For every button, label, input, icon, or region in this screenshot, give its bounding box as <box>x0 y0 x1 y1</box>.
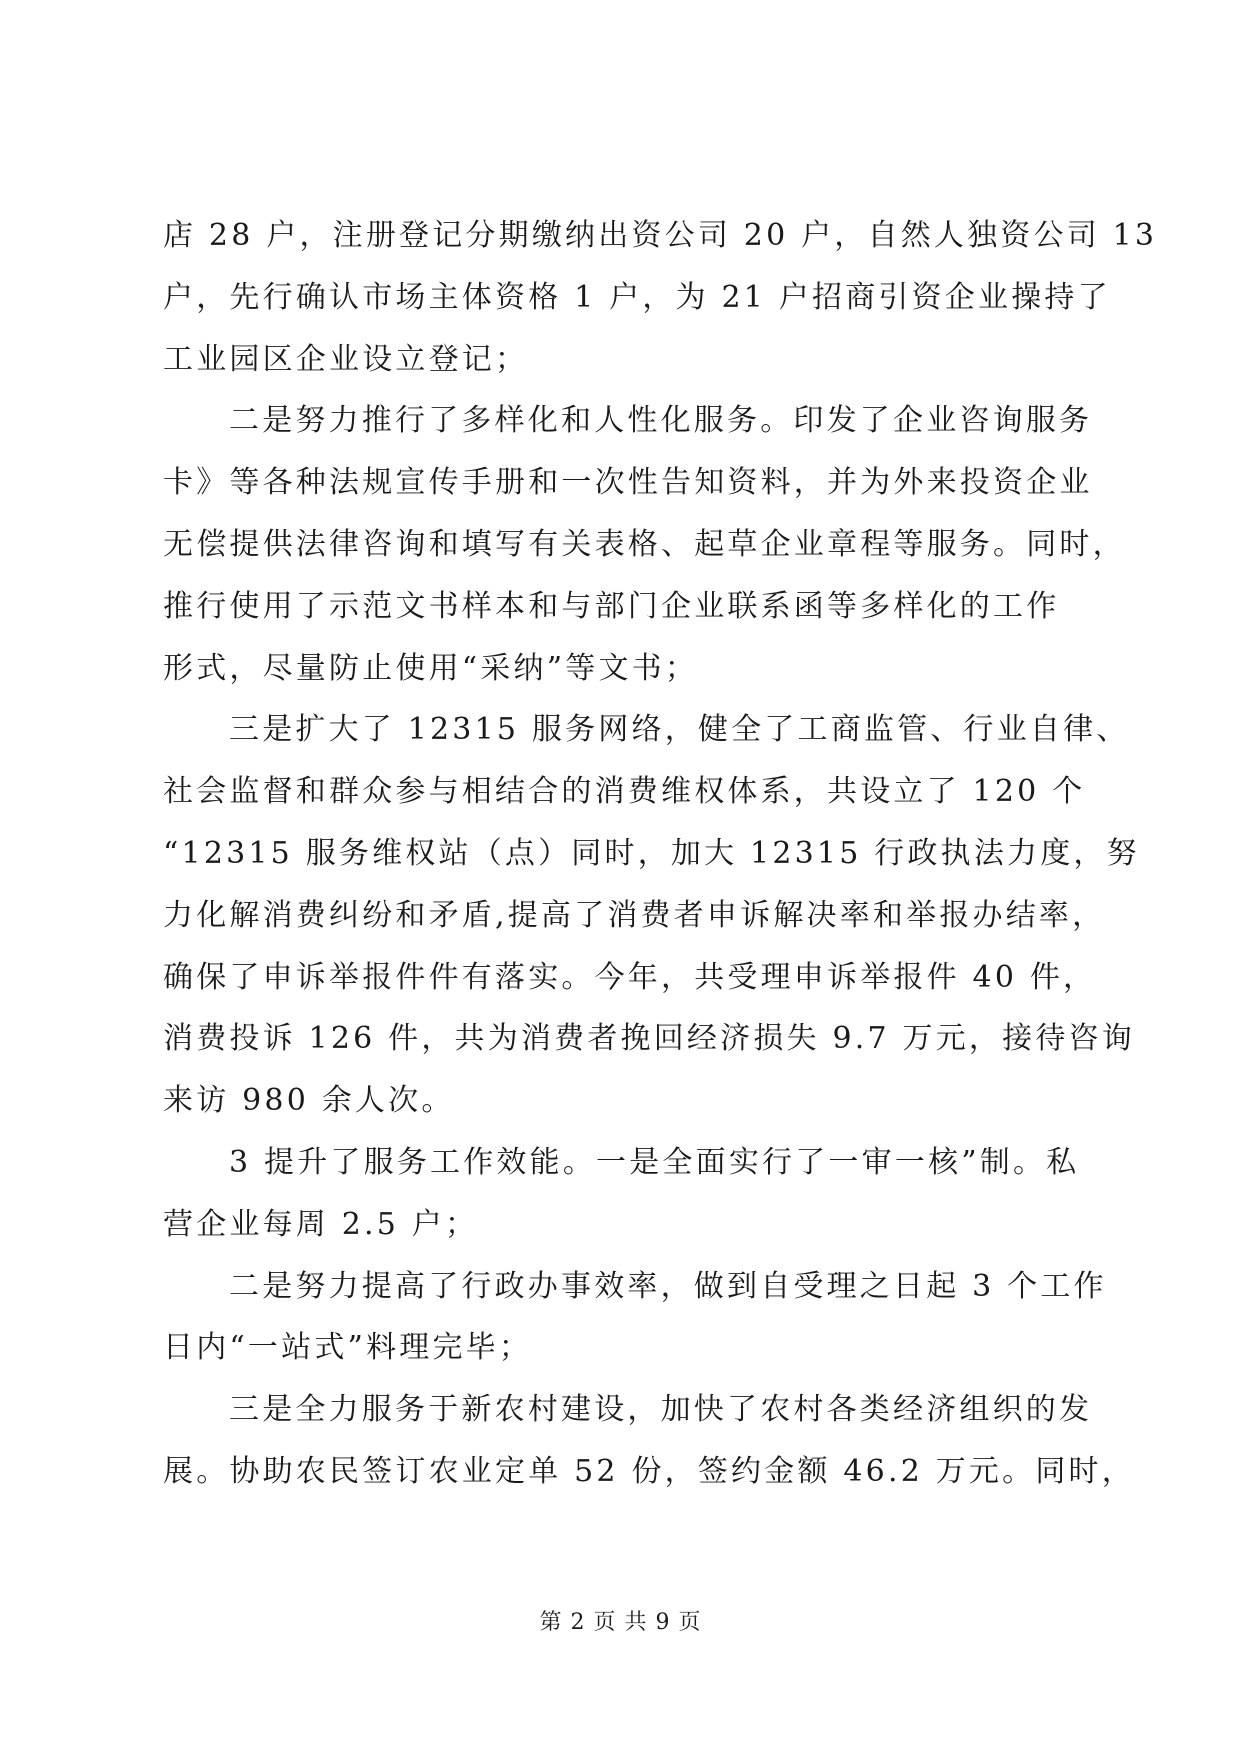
text-line: 力化解消费纠纷和矛盾,提高了消费者申诉解决率和举报办结率， <box>163 897 1106 933</box>
text-line: 户，先行确认市场主体资格 1 户，为 21 户招商引资企业操持了 <box>163 279 1111 315</box>
text-line: 日内“一站式”料理完毕； <box>163 1330 533 1366</box>
text-line: 确保了申诉举报件件有落实。今年，共受理申诉举报件 40 件， <box>163 959 1097 995</box>
paragraph-start-line: 3 提升了服务工作效能。一是全面实行了一审一核”制。私 <box>229 1144 1080 1180</box>
text-line: 店 28 户，注册登记分期缴纳出资公司 20 户，自然人独资公司 13 <box>163 218 1158 253</box>
text-line: 推行使用了示范文书样本和与部门企业联系函等多样化的工作 <box>163 588 1060 624</box>
paragraph-start-line: 三是扩大了 12315 服务网络，健全了工商监管、行业自律、 <box>229 712 1130 748</box>
text-line: 营企业每周 2.5 户； <box>163 1206 479 1242</box>
paragraph-start-line: 二是努力推行了多样化和人性化服务。印发了企业咨询服务 <box>229 403 1093 439</box>
text-line: 无偿提供法律咨询和填写有关表格、起草企业章程等服务。同时， <box>163 526 1126 562</box>
paragraph-start-line: 三是全力服务于新农村建设，加快了农村各类经济组织的发 <box>229 1392 1093 1428</box>
text-line: 来访 980 余人次。 <box>163 1083 455 1119</box>
text-line: 形式，尽量防止使用“采纳”等文书； <box>163 650 699 686</box>
paragraph-start-line: 二是努力提高了行政办事效率，做到自受理之日起 3 个工作 <box>229 1268 1107 1304</box>
page-number-footer: 第 2 页 共 9 页 <box>539 1610 702 1635</box>
document-body <box>163 205 1158 1503</box>
text-line: 消费投诉 126 件，共为消费者挽回经济损失 9.7 万元，接待咨询 <box>163 1021 1135 1057</box>
text-line: 展。协助农民签订农业定单 52 份，签约金额 46.2 万元。同时， <box>163 1453 1135 1489</box>
text-line: 工业园区企业设立登记； <box>163 341 529 377</box>
text-line: 卡》等各种法规宣传手册和一次性告知资料，并为外来投资企业 <box>163 465 1093 501</box>
text-line: “12315 服务维权站（点）同时，加大 12315 行政执法力度，努 <box>163 835 1140 871</box>
text-line: 社会监督和群众参与相结合的消费维权体系，共设立了 120 个 <box>163 774 1086 810</box>
